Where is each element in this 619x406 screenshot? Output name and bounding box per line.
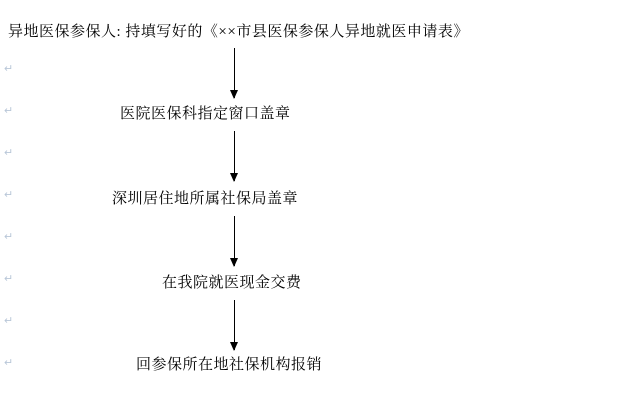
connector-arrow-1 bbox=[234, 48, 235, 98]
flow-step-hospital-window: 医院医保科指定窗口盖章 bbox=[120, 106, 291, 122]
paragraph-mark-icon: ↵ bbox=[4, 231, 14, 243]
connector-arrow-4 bbox=[234, 300, 235, 350]
paragraph-mark-icon: ↵ bbox=[4, 189, 14, 201]
flow-step-pay-cash: 在我院就医现金交费 bbox=[162, 275, 302, 291]
paragraph-mark-icon: ↵ bbox=[4, 273, 14, 285]
flow-step-shenzhen-bureau: 深圳居住地所属社保局盖章 bbox=[112, 191, 299, 207]
paragraph-mark-icon: ↵ bbox=[4, 147, 14, 159]
connector-arrow-2 bbox=[234, 131, 235, 181]
paragraph-mark-icon: ↵ bbox=[4, 315, 14, 327]
connector-arrow-3 bbox=[234, 216, 235, 266]
flow-step-reimburse: 回参保所在地社保机构报销 bbox=[136, 357, 323, 373]
paragraph-mark-icon: ↵ bbox=[4, 357, 14, 369]
paragraph-mark-icon: ↵ bbox=[4, 63, 14, 75]
paragraph-mark-icon: ↵ bbox=[4, 105, 14, 117]
flow-step-applicant: 异地医保参保人: 持填写好的《××市县医保参保人异地就医申请表》 bbox=[8, 24, 469, 40]
squiggle-underline-icon bbox=[14, 44, 110, 49]
